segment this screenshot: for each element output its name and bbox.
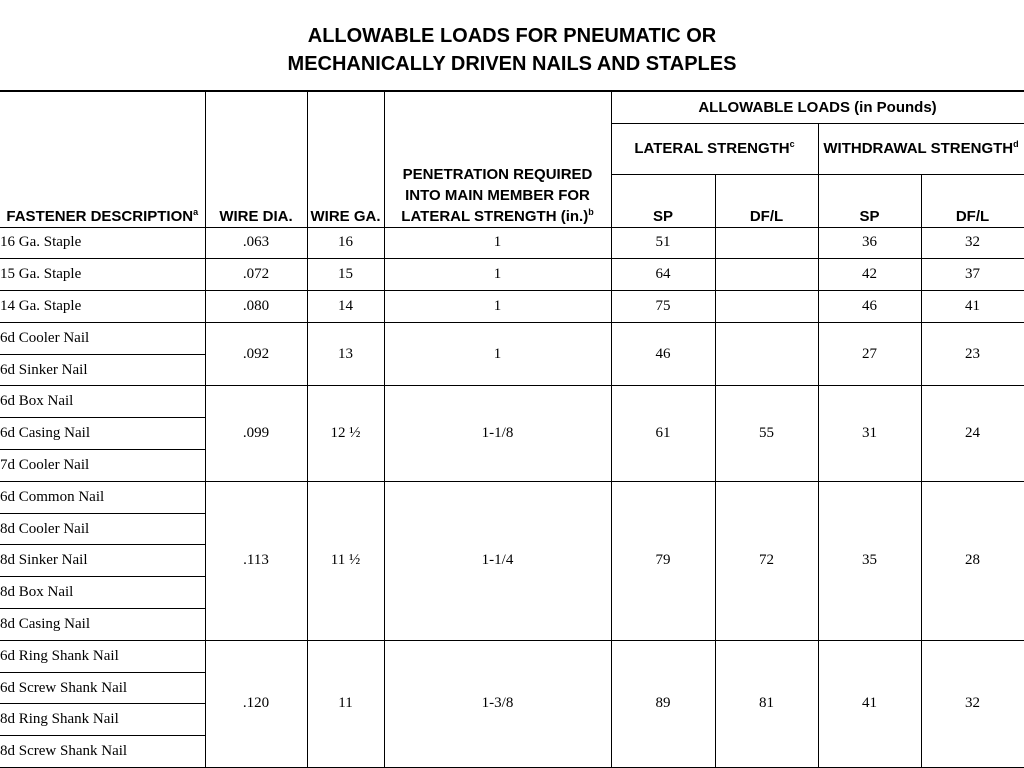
lateral-sp-cell: 79 (611, 481, 715, 640)
wire-dia-cell: .099 (205, 386, 307, 481)
wire-dia-cell: .120 (205, 640, 307, 767)
withdrawal-sp-cell: 27 (818, 322, 921, 386)
withdrawal-dfl-cell: 28 (921, 481, 1024, 640)
wire-ga-cell: 11 ½ (307, 481, 384, 640)
withdrawal-dfl-cell: 23 (921, 322, 1024, 386)
withdrawal-dfl-cell: 32 (921, 640, 1024, 767)
withdrawal-sp-cell: 31 (818, 386, 921, 481)
fastener-description-cell: 6d Screw Shank Nail (0, 672, 205, 704)
wire-dia-cell: .072 (205, 259, 307, 291)
header-wire-ga: WIRE GA. (307, 91, 384, 227)
lateral-dfl-cell (715, 227, 818, 259)
lateral-dfl-cell: 81 (715, 640, 818, 767)
lateral-dfl-cell (715, 291, 818, 323)
lateral-dfl-cell: 72 (715, 481, 818, 640)
table-header (0, 91, 1024, 227)
withdrawal-dfl-cell: 24 (921, 386, 1024, 481)
lateral-sp-cell: 89 (611, 640, 715, 767)
withdrawal-dfl-cell: 32 (921, 227, 1024, 259)
lateral-sp-cell: 75 (611, 291, 715, 323)
withdrawal-dfl-cell: 41 (921, 291, 1024, 323)
fastener-description-cell: 8d Box Nail (0, 577, 205, 609)
withdrawal-dfl-cell: 37 (921, 259, 1024, 291)
header-withdrawal-dfl: DF/L (921, 174, 1024, 227)
fastener-description-cell: 15 Ga. Staple (0, 259, 205, 291)
wire-dia-cell: .063 (205, 227, 307, 259)
table-row (0, 259, 1024, 291)
header-wire-dia: WIRE DIA. (205, 91, 307, 227)
wire-ga-cell: 14 (307, 291, 384, 323)
fastener-description-cell: 7d Cooler Nail (0, 450, 205, 482)
page-title (0, 22, 1024, 78)
fastener-description-cell: 8d Screw Shank Nail (0, 736, 205, 768)
fastener-description-cell: 6d Sinker Nail (0, 354, 205, 386)
table-row (0, 481, 1024, 513)
penetration-cell: 1 (384, 259, 611, 291)
withdrawal-sp-cell: 42 (818, 259, 921, 291)
table-row (0, 322, 1024, 354)
fastener-description-cell: 6d Casing Nail (0, 418, 205, 450)
penetration-cell: 1-1/8 (384, 386, 611, 481)
fastener-description-cell: 6d Common Nail (0, 481, 205, 513)
header-withdrawal-strength: WITHDRAWAL STRENGTH$^d$ (818, 123, 1024, 174)
fastener-description-cell: 14 Ga. Staple (0, 291, 205, 323)
lateral-sp-cell: 61 (611, 386, 715, 481)
fastener-description-cell: 8d Sinker Nail (0, 545, 205, 577)
penetration-cell: 1-1/4 (384, 481, 611, 640)
wire-dia-cell: .113 (205, 481, 307, 640)
table-row (0, 640, 1024, 672)
table-body (0, 227, 1024, 768)
withdrawal-sp-cell: 46 (818, 291, 921, 323)
fastener-description-cell: 16 Ga. Staple (0, 227, 205, 259)
penetration-cell: 1-3/8 (384, 640, 611, 767)
title-line-1: ALLOWABLE LOADS FOR PNEUMATIC OR (307, 25, 717, 47)
fastener-description-cell: 6d Box Nail (0, 386, 205, 418)
lateral-dfl-cell: 55 (715, 386, 818, 481)
table-row (0, 291, 1024, 323)
header-penetration: PENETRATION REQUIRED INTO MAIN MEMBER FOR LATERAL STRENGTH $(in.)^b$ (384, 91, 611, 227)
withdrawal-sp-cell: 36 (818, 227, 921, 259)
fastener-description-cell: 8d Ring Shank Nail (0, 704, 205, 736)
wire-dia-cell: .092 (205, 322, 307, 386)
wire-ga-cell: 11 (307, 640, 384, 767)
penetration-cell: 1 (384, 227, 611, 259)
table-row (0, 227, 1024, 259)
fastener-description-cell: 6d Cooler Nail (0, 322, 205, 354)
allowable-loads-table (0, 90, 1024, 768)
wire-ga-cell: 13 (307, 322, 384, 386)
wire-ga-cell: 15 (307, 259, 384, 291)
fastener-description-cell: 8d Casing Nail (0, 609, 205, 641)
lateral-sp-cell: 51 (611, 227, 715, 259)
fastener-description-cell: 6d Ring Shank Nail (0, 640, 205, 672)
wire-dia-cell: .080 (205, 291, 307, 323)
header-withdrawal-sp: SP (818, 174, 921, 227)
wire-ga-cell: 12 ½ (307, 386, 384, 481)
fastener-description-cell: 8d Cooler Nail (0, 513, 205, 545)
header-fastener-description: FASTENER DESCRIPTION$^a$ (0, 91, 205, 227)
lateral-sp-cell: 46 (611, 322, 715, 386)
header-lateral-sp: SP (611, 174, 715, 227)
table-row (0, 386, 1024, 418)
header-allowable-loads: ALLOWABLE LOADS (in Pounds) (611, 91, 1024, 123)
withdrawal-sp-cell: 35 (818, 481, 921, 640)
lateral-sp-cell: 64 (611, 259, 715, 291)
lateral-dfl-cell (715, 259, 818, 291)
withdrawal-sp-cell: 41 (818, 640, 921, 767)
lateral-dfl-cell (715, 322, 818, 386)
penetration-cell: 1 (384, 291, 611, 323)
penetration-cell: 1 (384, 322, 611, 386)
title-line-2: MECHANICALLY DRIVEN NAILS AND STAPLES (287, 53, 737, 75)
header-lateral-strength: LATERAL STRENGTH$^c$ (611, 123, 818, 174)
wire-ga-cell: 16 (307, 227, 384, 259)
header-lateral-dfl: DF/L (715, 174, 818, 227)
